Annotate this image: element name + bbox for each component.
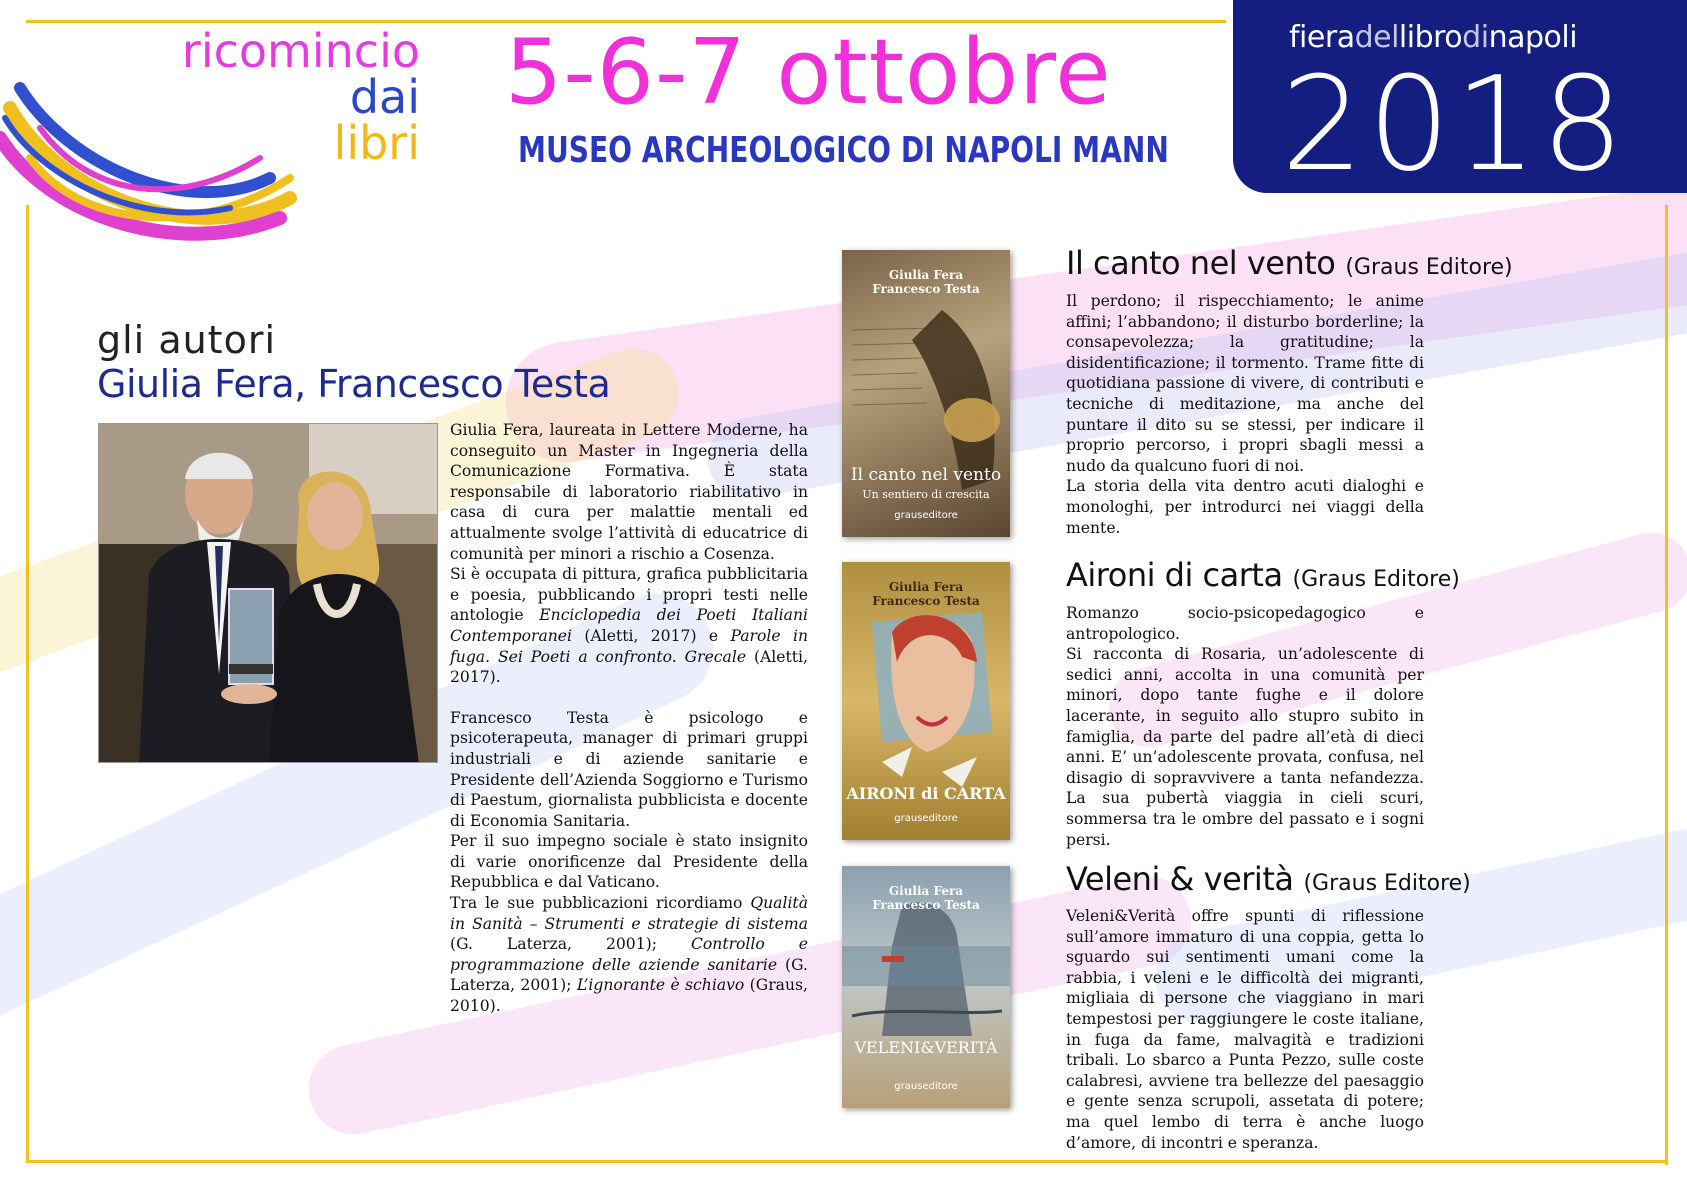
fair-name-part: del xyxy=(1354,20,1399,55)
bio-book-title: Enciclopedia dei Poeti Italiani Contemporanei xyxy=(450,606,809,645)
book-heading-title: Veleni & verità xyxy=(1066,860,1294,898)
authors-heading: gli autori xyxy=(97,318,277,362)
event-venue: MUSEO ARCHEOLOGICO DI NAPOLI MANN xyxy=(518,130,1169,171)
book-heading-veleni xyxy=(1066,860,1471,898)
cover-author: Francesco Testa xyxy=(872,282,980,296)
bio-paragraph: Giulia Fera, laureata in Lettere Moderne, ha conseguito un Master in Ingegneria della Comunicazione Formativa. È stata responsabile di laboratorio riabilitativo in casa di cura per malattie mentali ed attualmente svolge l’attività di educatrice di comunità per minori a rischio a Cosenza. xyxy=(450,421,808,563)
book-cover-aironi xyxy=(842,562,1010,840)
book-description-paragraph: Si racconta di Rosaria, un’adolescente di sedici anni, accolta in una comunità per minori, dopo tante fughe e il dolore lacerante, in seguito allo stupro subito in famiglia, da parte del padre all’età di dieci anni. E’ un’adolescente provata, confusa, nel disagio di sopravvivere a tanta nefandezza. La sua pubertà viaggia in cieli scuri, sommersa tra le ombre del passato e i sogni persi. xyxy=(1066,645,1424,849)
logo-line-3: libri xyxy=(333,116,420,170)
book-publisher-tag: (Graus Editore) xyxy=(1345,255,1513,280)
event-dates: 5-6-7 ottobre xyxy=(505,20,1112,125)
authors-names: Giulia Fera, Francesco Testa xyxy=(97,362,611,406)
book-heading-canto xyxy=(1066,244,1513,282)
cover-author: Giulia Fera xyxy=(888,580,964,594)
bio-book-title: L’ignorante è schiavo xyxy=(576,976,745,995)
fair-name-part: napoli xyxy=(1488,20,1578,55)
bio-paragraph xyxy=(450,893,808,1017)
bio-text: (G. Laterza, 2001); xyxy=(450,935,691,954)
cover-publisher: grauseditore xyxy=(894,813,958,824)
logo-line-1: ricomincio xyxy=(181,24,420,78)
bio-text: Si è occupata di pittura, grafica pubblicitaria e poesia, pubblicando i propri testi nelle antologie xyxy=(450,565,808,625)
authors-photo xyxy=(98,423,438,763)
fair-name-part: fiera xyxy=(1289,20,1355,55)
book-heading-title: Aironi di carta xyxy=(1066,556,1283,594)
book-publisher-tag: (Graus Editore) xyxy=(1292,567,1460,592)
cover-publisher: grauseditore xyxy=(894,1081,958,1092)
bio-book-title: Parole in fuga. Sei Poeti a confronto. Grecale xyxy=(450,626,808,666)
ricomincio-logo xyxy=(0,24,430,238)
book-heading-title: Il canto nel vento xyxy=(1066,244,1336,282)
book-description-canto xyxy=(1066,291,1424,538)
fair-badge xyxy=(1233,0,1687,200)
fair-year: 2018 xyxy=(1281,48,1628,200)
bio-book-title: Qualità in Sanità – Strumenti e strategie di sistema xyxy=(450,894,808,933)
bio-paragraph: Francesco Testa è psicologo e psicoterapeuta, manager di primari gruppi industriali e di aziende sanitarie e Presidente dell’Azienda Soggiorno e Turismo di Paestum, giornalista pubblicista e docente di Economia Sanitaria. xyxy=(450,708,808,830)
logo-text xyxy=(181,24,420,170)
book-description-paragraph: Il perdono; il rispecchiamento; le anime affini; l’abbandono; il disturbo borderline; la consapevolezza; la gratitudine; la disidentificazione; il tormento. Trame fitte di quotidiana passione di vivere, di contributi e tecniche di meditazione, ma anche del puntare il dito su se stessi, per indicare il proprio percorso, i propri sbagli messi a nudo da qualcuno fuori di noi. xyxy=(1066,292,1424,475)
book-description-veleni xyxy=(1066,906,1424,1153)
cover-publisher: grauseditore xyxy=(894,510,958,521)
book-cover-canto xyxy=(842,250,1010,537)
cover-author: Giulia Fera xyxy=(888,268,964,282)
book-description-aironi xyxy=(1066,603,1424,850)
cover-title: Il canto nel vento xyxy=(850,465,1002,485)
bio-text: (Aletti, 2017). xyxy=(450,647,808,687)
frame-line-right xyxy=(1665,205,1668,1165)
cover-author: Giulia Fera xyxy=(888,884,964,898)
cover-title: AIRONI di CARTA xyxy=(846,784,1006,803)
bio-text: (G. Laterza, 2001); xyxy=(450,955,808,995)
bio-text: Tra le sue pubblicazioni ricordiamo xyxy=(450,894,751,913)
cover-authors xyxy=(842,884,1010,912)
authors-bio xyxy=(450,420,808,1017)
book-description-paragraph: Romanzo socio-psicopedagogico e antropologico. xyxy=(1066,604,1424,643)
frame-line-left xyxy=(26,205,29,1160)
frame-line-bottom xyxy=(26,1160,1668,1163)
bio-paragraph xyxy=(450,564,808,688)
bio-text: (Graus, 2010). xyxy=(450,976,808,1016)
authors-photo-illustration xyxy=(99,424,438,763)
fair-name-part: libro xyxy=(1398,20,1463,55)
cover-author: Francesco Testa xyxy=(872,594,980,608)
fair-name-part: di xyxy=(1462,20,1489,55)
book-description-paragraph: Veleni&Verità offre spunti di riflessione sull’amore immaturo di una coppia, getta lo sguardo sui sentimenti umani come la rabbia, i veleni e le difficoltà dei migranti, migliaia di persone che viaggiano in mari tempestosi per raggiungere le coste italiane, in fuga da fame, malvagità e tradizioni tribali. Lo sbarco a Punta Pezzo, sulle coste calabresi, avviene tra bellezze del paesaggio e gente senza scrupoli, assetata di potere; ma quel lembo di terra è anche luogo d’amore, di incontri e speranza. xyxy=(1066,907,1424,1152)
book-cover-veleni xyxy=(842,866,1010,1108)
logo-line-2: dai xyxy=(349,70,420,124)
book-heading-aironi xyxy=(1066,556,1460,594)
cover-authors xyxy=(842,580,1010,608)
bio-paragraph: Per il suo impegno sociale è stato insignito di varie onorificenze dal Presidente della Repubblica e dal Vaticano. xyxy=(450,832,808,892)
bio-text: (Aletti, 2017) e xyxy=(572,626,731,645)
book-publisher-tag: (Graus Editore) xyxy=(1303,871,1471,896)
bio-book-title: Controllo e programmazione delle aziende sanitarie xyxy=(450,935,808,974)
cover-authors xyxy=(842,268,1010,296)
cover-author: Francesco Testa xyxy=(872,898,980,912)
book-description-paragraph: La storia della vita dentro acuti dialoghi e monologhi, per introdurci nei viaggi della mente. xyxy=(1066,477,1424,537)
cover-subtitle: Un sentiero di crescita xyxy=(862,488,990,501)
cover-title: VELENI&VERITÀ xyxy=(854,1038,998,1057)
